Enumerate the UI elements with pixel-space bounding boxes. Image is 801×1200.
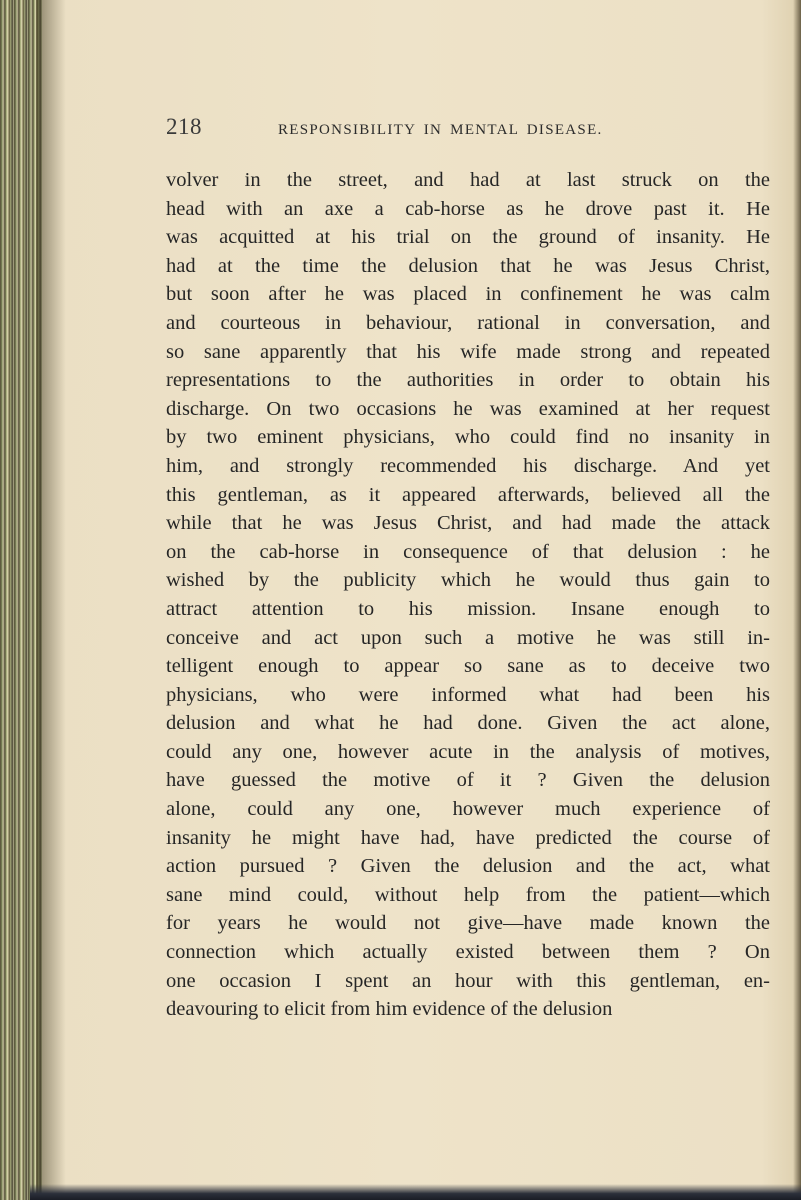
text-line: one occasion I spent an hour with this gentleman, en-	[166, 969, 770, 992]
text-line: and courteous in behaviour, rational in conversation, and	[166, 311, 770, 334]
text-line: physicians, who were informed what had been his	[166, 683, 770, 706]
page-header	[166, 114, 766, 162]
text-line: alone, could any one, however much experience of	[166, 798, 770, 821]
text-line: have guessed the motive of it ? Given the delusion	[166, 769, 770, 792]
text-line: head with an axe a cab-horse as he drove past it. He	[166, 197, 770, 220]
text-line: by two eminent physicians, who could find no insanity in	[166, 426, 770, 449]
text-line: telligent enough to appear so sane as to deceive two	[166, 655, 770, 678]
text-line: him, and strongly recommended his discharge. And yet	[166, 454, 770, 477]
text-line: but soon after he was placed in confinement he was calm	[166, 283, 770, 306]
text-line: deavouring to elicit from him evidence of the delusion	[166, 998, 613, 1021]
text-line: sane mind could, without help from the patient—which	[166, 883, 770, 906]
text-line: this gentleman, as it appeared afterwards, believed all the	[166, 483, 770, 506]
text-line: for years he would not give—have made known the	[166, 912, 770, 935]
body-text	[166, 166, 770, 1024]
text-line: so sane apparently that his wife made strong and repeated	[166, 340, 770, 363]
page-right-edge	[793, 0, 801, 1200]
gutter-shadow	[36, 0, 66, 1200]
text-line: representations to the authorities in order to obtain his	[166, 369, 770, 392]
running-head: RESPONSIBILITY IN MENTAL DISEASE.	[278, 122, 603, 138]
text-line: conceive and act upon such a motive he was still in-	[166, 626, 770, 649]
text-line: could any one, however acute in the analysis of motives,	[166, 740, 770, 763]
text-line: volver in the street, and had at last struck on the	[166, 169, 770, 191]
text-line: connection which actually existed between them ? On	[166, 941, 770, 964]
text-line: attract attention to his mission. Insane enough to	[166, 597, 770, 620]
text-line: had at the time the delusion that he was Jesus Christ,	[166, 254, 770, 277]
text-line: while that he was Jesus Christ, and had made the attack	[166, 512, 770, 535]
text-line: action pursued ? Given the delusion and the act, what	[166, 855, 770, 878]
text-line: was acquitted at his trial on the ground of insanity. He	[166, 226, 770, 249]
text-line: wished by the publicity which he would thus gain to	[166, 569, 770, 592]
text-line: insanity he might have had, have predicted the course of	[166, 826, 770, 849]
page-bottom-edge	[30, 1184, 801, 1200]
text-line: discharge. On two occasions he was examined at her request	[166, 397, 770, 420]
text-line: on the cab-horse in consequence of that delusion : he	[166, 540, 770, 563]
text-line: delusion and what he had done. Given the act alone,	[166, 712, 770, 735]
page-number: 218	[166, 114, 202, 139]
